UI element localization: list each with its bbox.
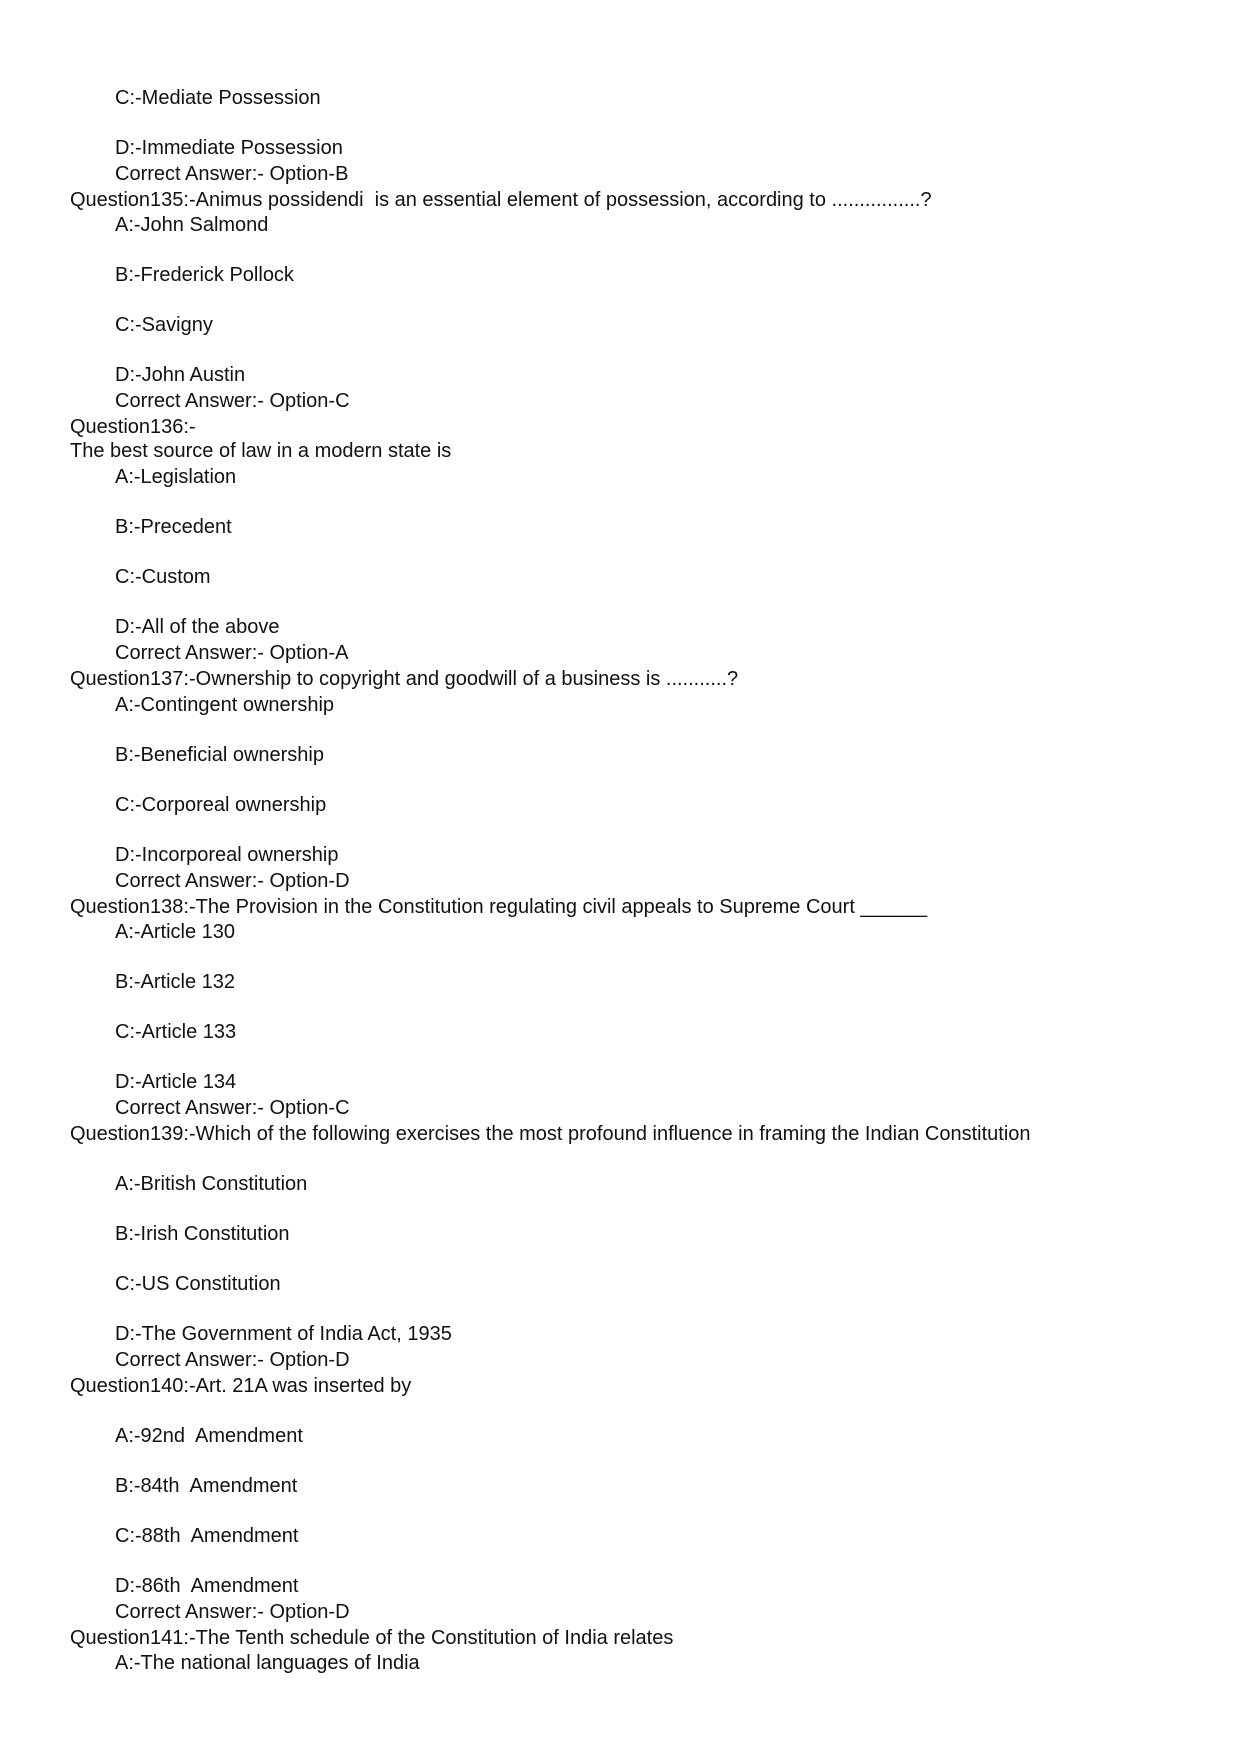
option-line: C:-Custom (115, 566, 211, 588)
option-line: D:-Immediate Possession (115, 137, 343, 159)
option-line: D:-John Austin (115, 364, 246, 386)
option-line: C:-US Constitution (115, 1273, 281, 1295)
question-line: Question136:- (70, 416, 196, 438)
option-line: B:-Irish Constitution (115, 1223, 290, 1245)
option-line: B:-84th Amendment (115, 1475, 298, 1497)
option-line: C:-Savigny (115, 314, 213, 336)
option-line: A:-British Constitution (115, 1173, 308, 1195)
option-line: D:-All of the above (115, 616, 280, 638)
question-line: Question137:-Ownership to copyright and goodwill of a business is ...........? (70, 668, 739, 690)
question-line: Question141:-The Tenth schedule of the Constitution of India relates (70, 1627, 674, 1649)
answer-line: Correct Answer:- Option-C (115, 390, 350, 412)
answer-line: Correct Answer:- Option-C (115, 1097, 350, 1119)
answer-line: Correct Answer:- Option-D (115, 870, 350, 892)
answer-line: Correct Answer:- Option-D (115, 1601, 350, 1623)
option-line: B:-Precedent (115, 516, 232, 538)
answer-line: Correct Answer:- Option-A (115, 642, 349, 664)
option-line: D:-The Government of India Act, 1935 (115, 1323, 452, 1345)
answer-line: Correct Answer:- Option-D (115, 1349, 350, 1371)
option-line: C:-88th Amendment (115, 1525, 299, 1547)
question-line: Question138:-The Provision in the Constitution regulating civil appeals to Supreme Court ______ (70, 896, 928, 918)
option-line: A:-The national languages of India (115, 1652, 420, 1674)
option-line: D:-Article 134 (115, 1071, 237, 1093)
option-line: A:-Legislation (115, 466, 237, 488)
option-line: A:-Contingent ownership (115, 694, 335, 716)
option-line: D:-Incorporeal ownership (115, 844, 339, 866)
question-line: Question140:-Art. 21A was inserted by (70, 1375, 412, 1397)
answer-line: Correct Answer:- Option-B (115, 163, 349, 185)
option-line: B:-Frederick Pollock (115, 264, 294, 286)
option-line: D:-86th Amendment (115, 1575, 299, 1597)
option-line: A:-Article 130 (115, 921, 236, 943)
option-line: B:-Article 132 (115, 971, 236, 993)
option-line: C:-Corporeal ownership (115, 794, 327, 816)
option-line: A:-92nd Amendment (115, 1425, 303, 1447)
question-line: Question135:-Animus possidendi is an essential element of possession, according to ................? (70, 189, 932, 211)
question-line: The best source of law in a modern state is (70, 440, 452, 462)
option-line: B:-Beneficial ownership (115, 744, 324, 766)
option-line: A:-John Salmond (115, 214, 269, 236)
option-line: C:-Article 133 (115, 1021, 237, 1043)
question-line: Question139:-Which of the following exercises the most profound influence in framing the Indian Constitution (70, 1123, 1031, 1145)
option-line: C:-Mediate Possession (115, 87, 321, 109)
